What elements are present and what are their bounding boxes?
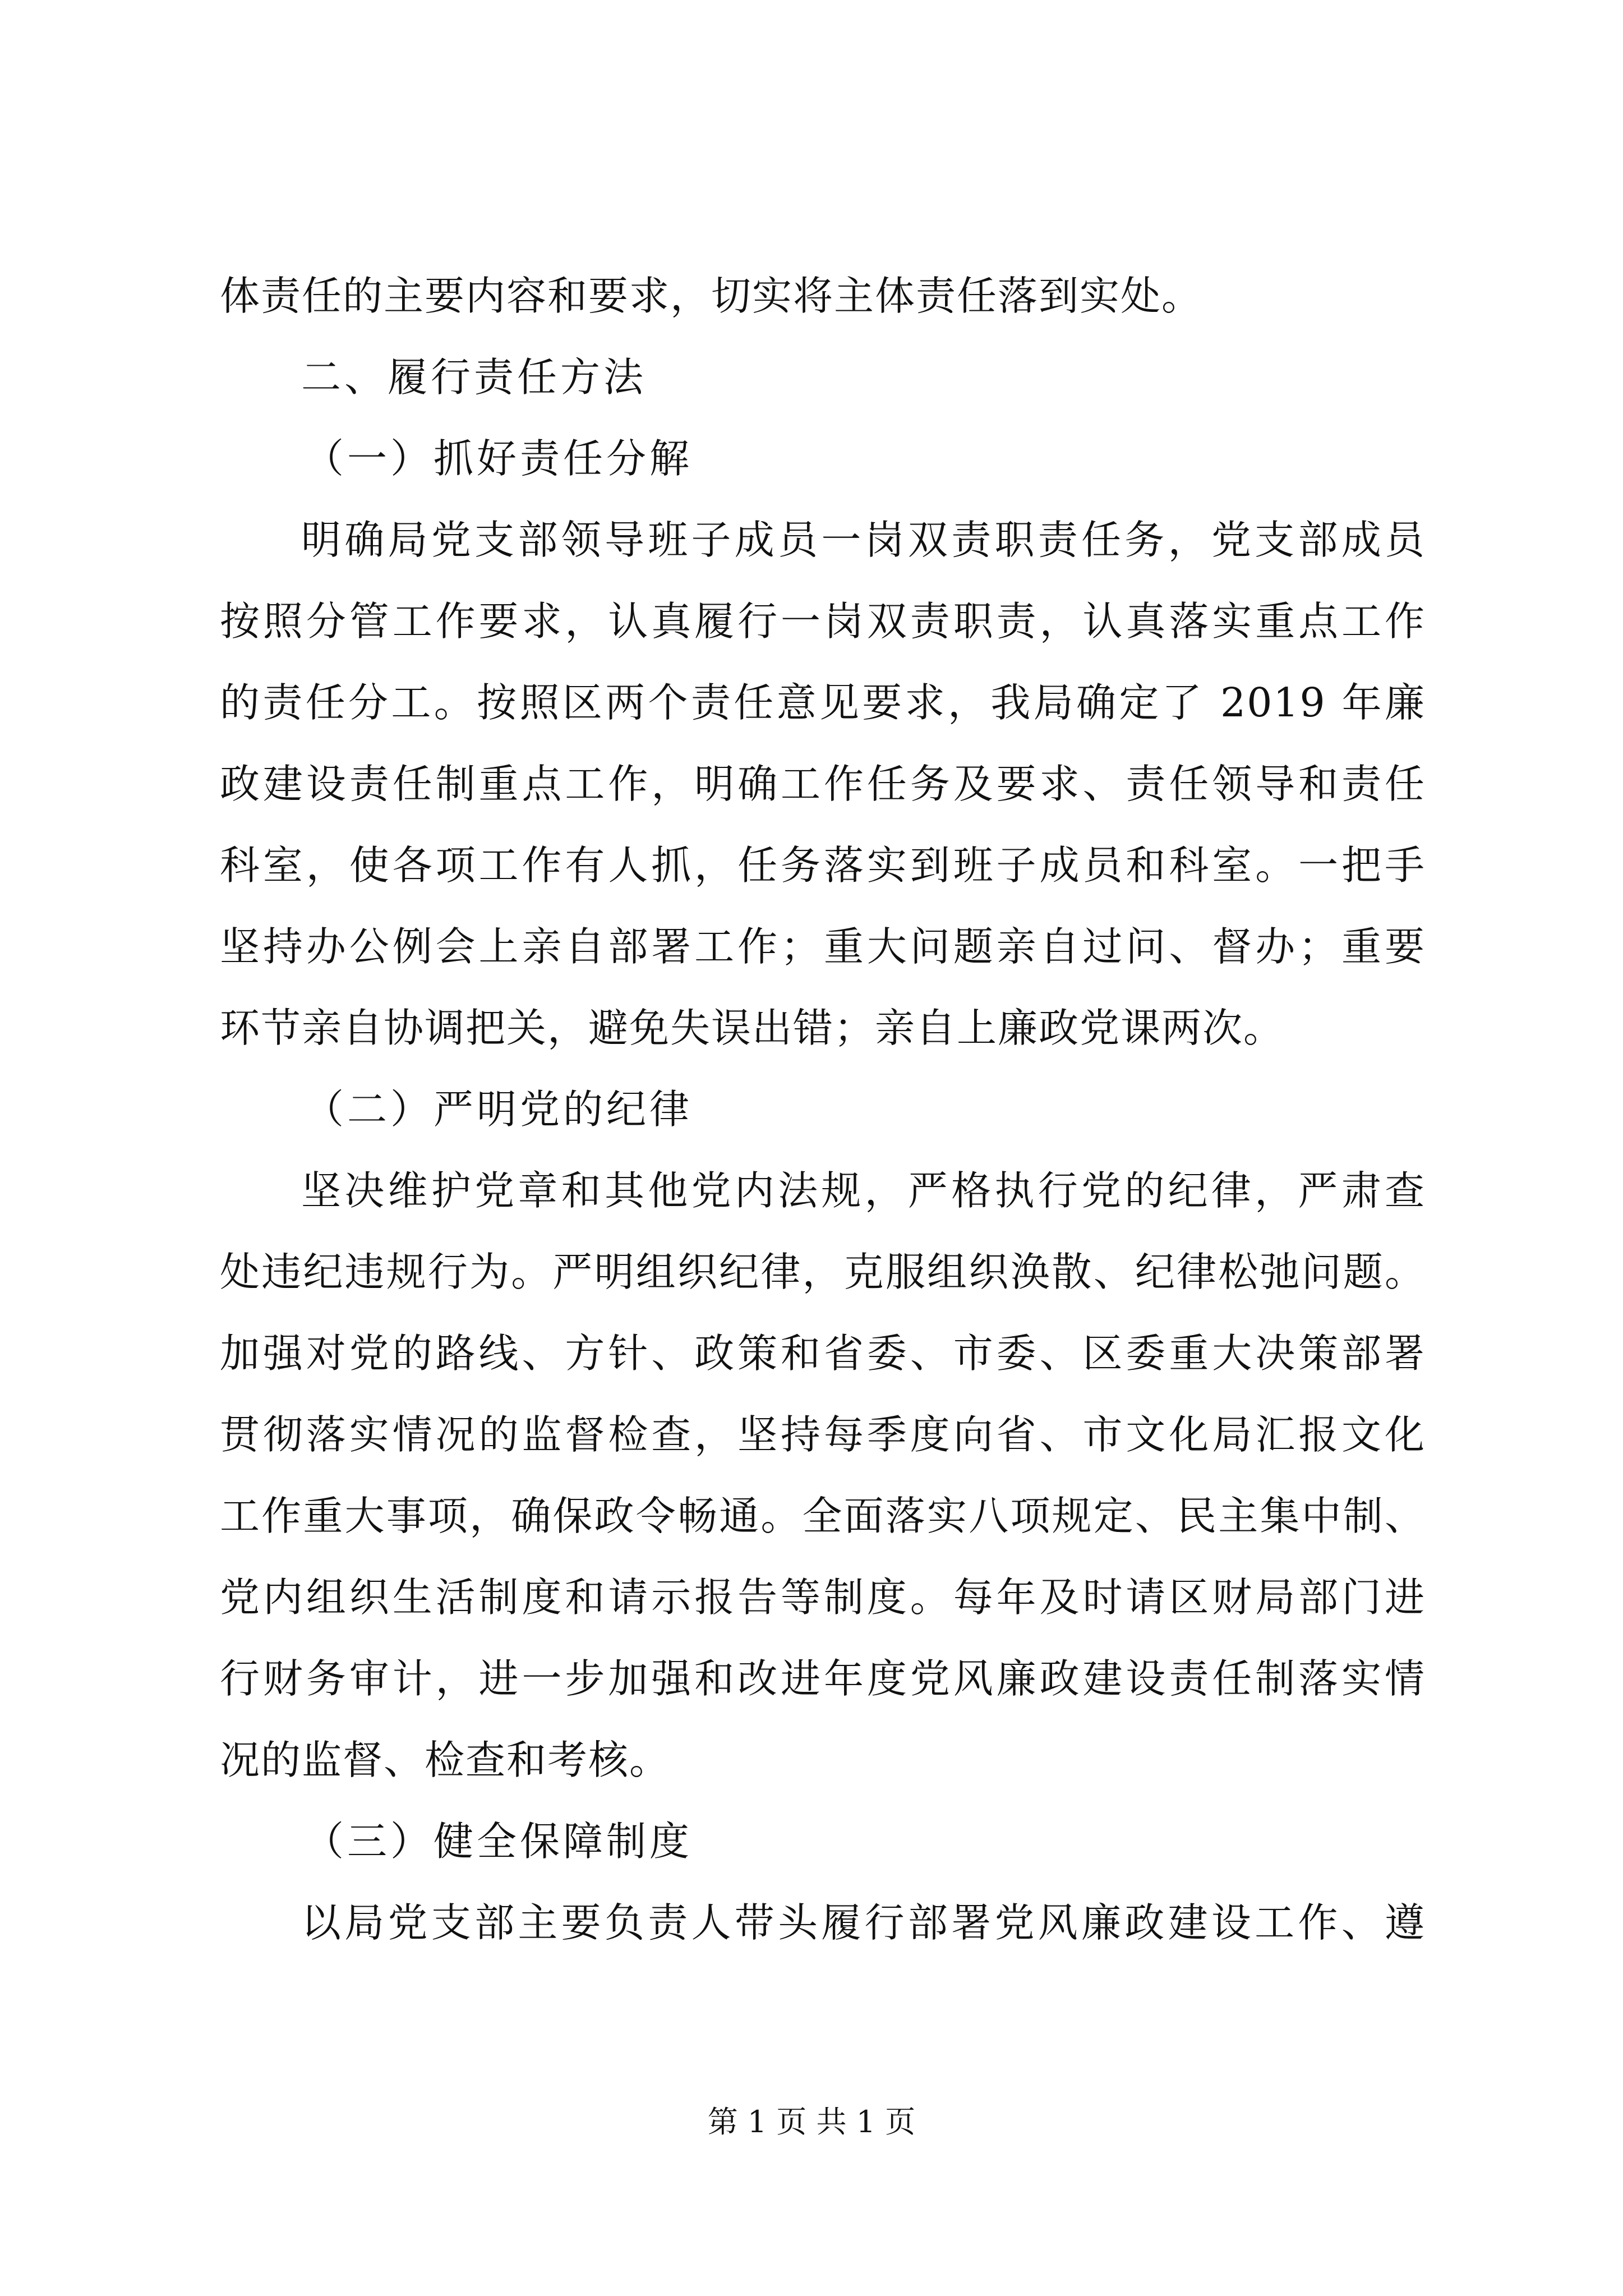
paragraph-first-line: 坚决维护党章和其他党内法规，严格执行党的纪律，严肃查 [301,1167,1426,1214]
subsection-heading: （三）健全保障制度 [304,1818,693,1865]
body-line: 按照分管工作要求，认真履行一岗双责职责，认真落实重点工作 [220,598,1426,645]
body-line: 坚持办公例会上亲自部署工作；重大问题亲自过问、督办；重要 [220,923,1426,970]
page-footer: 第 1 页 共 1 页 [707,2104,916,2139]
body-line: 环节亲自协调把关，避免失误出错；亲自上廉政党课两次。 [220,1005,1285,1051]
paragraph-first-line: 以局党支部主要负责人带头履行部署党风廉政建设工作、遵 [301,1899,1426,1946]
body-line: 处违纪违规行为。严明组织纪律，克服组织涣散、纪律松弛问题。 [220,1249,1426,1295]
body-line: 加强对党的路线、方针、政策和省委、市委、区委重大决策部署 [220,1330,1426,1377]
paragraph-first-line: 明确局党支部领导班子成员一岗双责职责任务，党支部成员 [301,517,1426,563]
body-line: 科室，使各项工作有人抓，任务落实到班子成员和科室。一把手 [220,842,1426,889]
body-line: 况的监督、检查和考核。 [220,1737,671,1783]
body-line: 工作重大事项，确保政令畅通。全面落实八项规定、民主集中制、 [220,1493,1426,1539]
section-heading: 二、履行责任方法 [301,354,647,401]
body-line: 贯彻落实情况的监督检查，坚持每季度向省、市文化局汇报文化 [220,1411,1426,1458]
body-line: 党内组织生活制度和请示报告等制度。每年及时请区财局部门进 [220,1574,1426,1621]
document-body [220,255,1426,1963]
body-line: 政建设责任制重点工作，明确工作任务及要求、责任领导和责任 [220,761,1426,807]
subsection-heading: （二）严明党的纪律 [304,1086,693,1133]
body-line: 的责任分工。按照区两个责任意见要求，我局确定了 2019 年廉 [220,679,1426,726]
body-line: 行财务审计，进一步加强和改进年度党风廉政建设责任制落实情 [220,1655,1426,1702]
subsection-heading: （一）抓好责任分解 [304,435,693,482]
body-line: 体责任的主要内容和要求，切实将主体责任落到实处。 [220,273,1203,319]
